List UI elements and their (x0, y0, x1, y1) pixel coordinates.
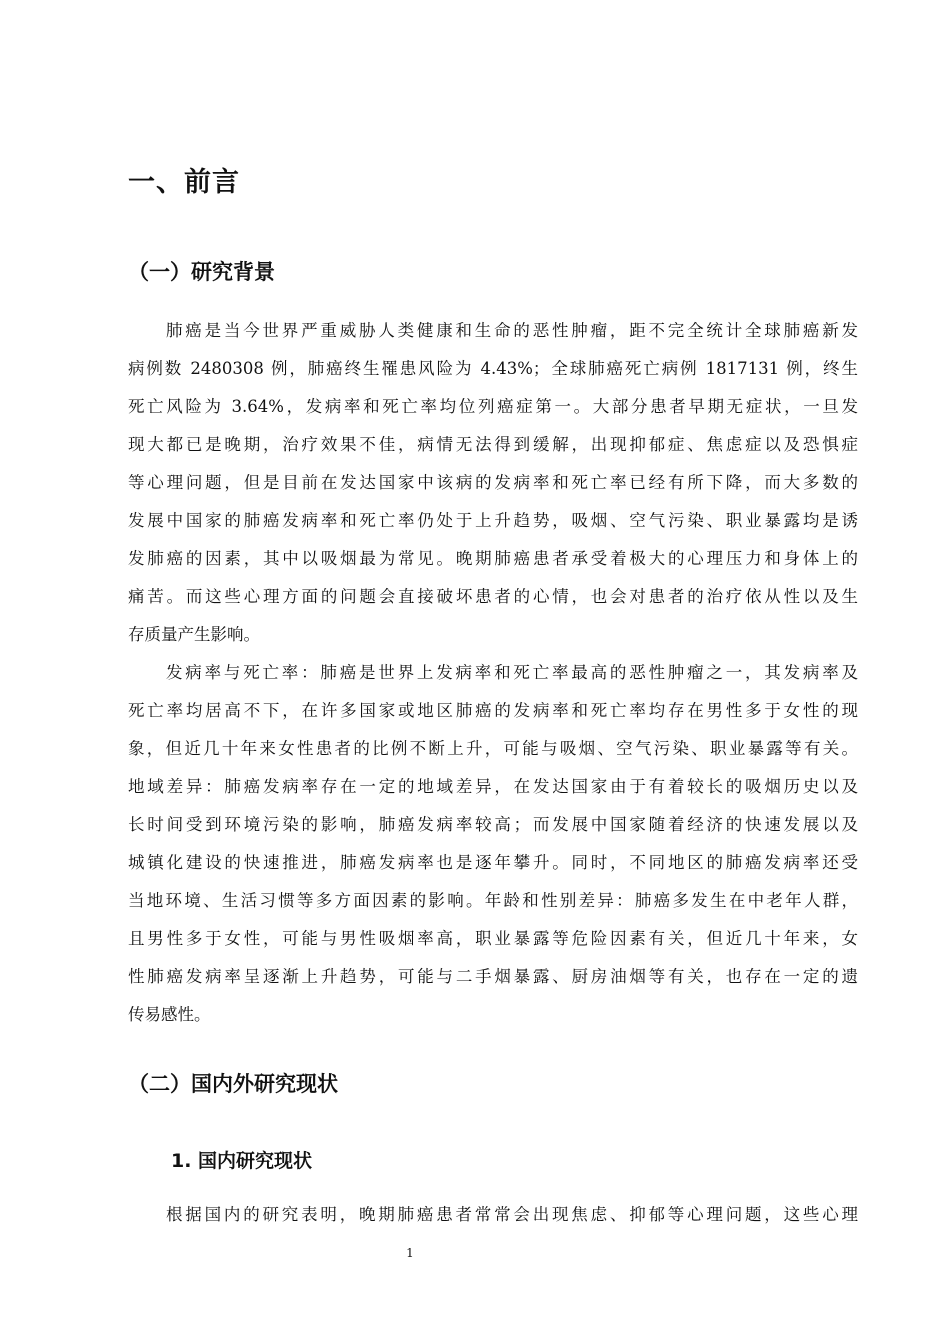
subsection-title-background: （一）研究背景 (128, 260, 275, 284)
text-line: 长时间受到环境污染的影响，肺癌发病率较高；而发展中国家随着经济的快速发展以及 (128, 815, 858, 834)
text-line: 性肺癌发病率呈逐渐上升趋势，可能与二手烟暴露、厨房油烟等有关，也存在一定的遗 (128, 967, 858, 986)
text-line: 发展中国家的肺癌发病率和死亡率仍处于上升趋势，吸烟、空气污染、职业暴露均是诱 (128, 511, 858, 530)
text-line: 痛苦。而这些心理方面的问题会直接破坏患者的心情，也会对患者的治疗依从性以及生 (128, 587, 858, 606)
text-line: 发肺癌的因素，其中以吸烟最为常见。晚期肺癌患者承受着极大的心理压力和身体上的 (128, 549, 858, 568)
text-line: 地域差异：肺癌发病率存在一定的地域差异，在发达国家由于有着较长的吸烟历史以及 (128, 777, 858, 796)
subsubsection-title-domestic: 1. 国内研究现状 (171, 1150, 313, 1172)
text-line: 病例数 2480308 例，肺癌终生罹患风险为 4.43%；全球肺癌死亡病例 1817131 例，终生 (128, 359, 858, 378)
text-line: 且男性多于女性，可能与男性吸烟率高，职业暴露等危险因素有关，但近几十年来，女 (128, 929, 858, 948)
text-line: 死亡风险为 3.64%，发病率和死亡率均位列癌症第一。大部分患者早期无症状，一旦发 (128, 397, 858, 416)
text-line: 肺癌是当今世界严重威胁人类健康和生命的恶性肿瘤，距不完全统计全球肺癌新发 (166, 321, 858, 340)
text-line: 传易感性。 (128, 1005, 211, 1024)
text-line: 存质量产生影响。 (128, 625, 260, 644)
text-line: 当地环境、生活习惯等多方面因素的影响。年龄和性别差异：肺癌多发生在中老年人群， (128, 891, 858, 910)
section-title: 一、前言 (128, 167, 240, 198)
text-line: 发病率与死亡率：肺癌是世界上发病率和死亡率最高的恶性肿瘤之一，其发病率及 (166, 663, 858, 682)
text-line: 根据国内的研究表明，晚期肺癌患者常常会出现焦虑、抑郁等心理问题，这些心理 (166, 1205, 858, 1224)
text-line: 城镇化建设的快速推进，肺癌发病率也是逐年攀升。同时，不同地区的肺癌发病率还受 (128, 853, 858, 872)
text-line: 象，但近几十年来女性患者的比例不断上升，可能与吸烟、空气污染、职业暴露等有关。 (128, 739, 858, 758)
page-number: 1 (406, 1246, 414, 1260)
text-line: 现大都已是晚期，治疗效果不佳，病情无法得到缓解，出现抑郁症、焦虑症以及恐惧症 (128, 435, 858, 454)
subsection-title-research-status: （二）国内外研究现状 (128, 1072, 338, 1096)
text-line: 死亡率均居高不下，在许多国家或地区肺癌的发病率和死亡率均存在男性多于女性的现 (128, 701, 858, 720)
text-line: 等心理问题，但是目前在发达国家中该病的发病率和死亡率已经有所下降，而大多数的 (128, 473, 858, 492)
